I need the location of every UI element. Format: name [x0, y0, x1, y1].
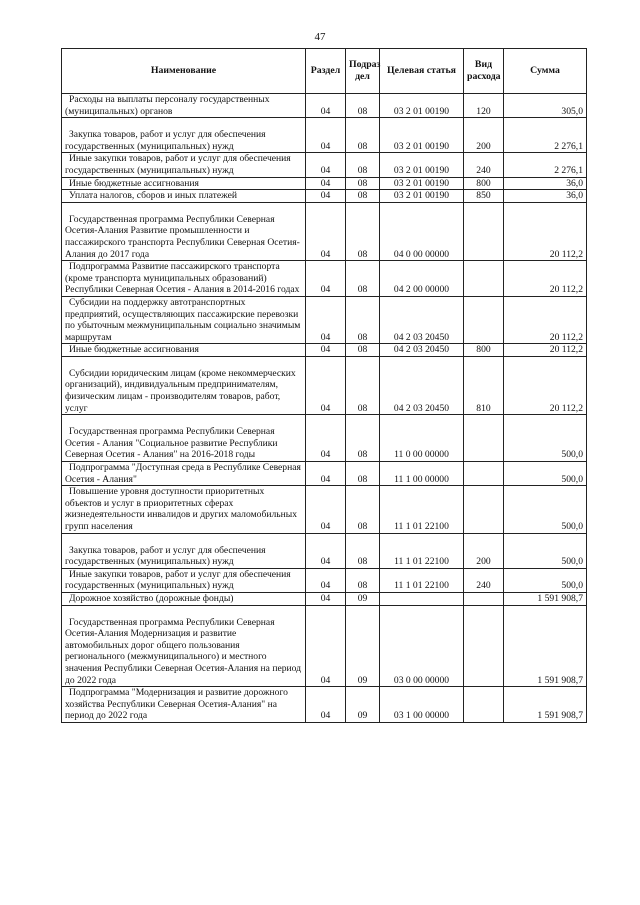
table-row	[62, 190, 587, 203]
row-name: Государственная программа Республики Северная Осетия - Алания "Социальное развитие Республики Северная Осетия - Алания" на 2016-2018 годы	[62, 415, 306, 462]
table-row	[62, 153, 587, 177]
row-subsection: 08	[346, 486, 380, 533]
row-section: 04	[306, 190, 346, 203]
row-sum: 500,0	[504, 568, 587, 592]
row-subsection: 08	[346, 533, 380, 568]
row-name: Иные закупки товаров, работ и услуг для обеспечения государственных (муниципальных) нужд	[62, 568, 306, 592]
row-name: Подпрограмма Развитие пассажирского транспорта (кроме транспорта муниципальных образований) Республики Северная Осетия - Алания в 2014-2016 годах	[62, 261, 306, 297]
header-target: Целевая статья	[380, 49, 464, 94]
header-section: Раздел	[306, 49, 346, 94]
row-sum: 20 112,2	[504, 261, 587, 297]
row-section: 04	[306, 202, 346, 260]
table-row	[62, 415, 587, 462]
row-subsection: 08	[346, 344, 380, 357]
table-row	[62, 344, 587, 357]
row-name: Субсидии юридическим лицам (кроме некоммерческих организаций), индивидуальным предпринимателям, физическим лицам - производителям товаров, работ, услуг	[62, 356, 306, 414]
table-header-row	[62, 49, 587, 94]
row-expense-type	[464, 415, 504, 462]
row-target: 03 2 01 00190	[380, 190, 464, 203]
row-name: Закупка товаров, работ и услуг для обеспечения государственных (муниципальных) нужд	[62, 533, 306, 568]
row-name: Расходы на выплаты персоналу государственных (муниципальных) органов	[62, 94, 306, 118]
row-target: 03 0 00 00000	[380, 605, 464, 687]
row-sum: 500,0	[504, 533, 587, 568]
row-subsection: 08	[346, 568, 380, 592]
row-subsection: 09	[346, 687, 380, 723]
row-sum: 20 112,2	[504, 202, 587, 260]
row-subsection: 08	[346, 462, 380, 486]
row-section: 04	[306, 605, 346, 687]
row-section: 04	[306, 687, 346, 723]
row-expense-type: 800	[464, 344, 504, 357]
row-name: Закупка товаров, работ и услуг для обеспечения государственных (муниципальных) нужд	[62, 118, 306, 153]
row-expense-type: 850	[464, 190, 504, 203]
row-section: 04	[306, 118, 346, 153]
row-target: 11 1 01 22100	[380, 568, 464, 592]
row-target: 03 2 01 00190	[380, 177, 464, 190]
row-target: 11 1 01 22100	[380, 486, 464, 533]
row-name: Субсидии на поддержку автотранспортных предприятий, осуществляющих пассажирские перевозки по убыточным межмуниципальным социально значимым маршрутам	[62, 296, 306, 343]
row-section: 04	[306, 486, 346, 533]
row-name: Уплата налогов, сборов и иных платежей	[62, 190, 306, 203]
row-section: 04	[306, 94, 346, 118]
budget-table	[61, 48, 587, 723]
row-subsection: 08	[346, 202, 380, 260]
table-row	[62, 568, 587, 592]
table-row	[62, 462, 587, 486]
row-section: 04	[306, 568, 346, 592]
table-row	[62, 356, 587, 414]
row-section: 04	[306, 533, 346, 568]
row-subsection: 09	[346, 605, 380, 687]
row-expense-type: 120	[464, 94, 504, 118]
row-name: Повышение уровня доступности приоритетных объектов и услуг в приоритетных сферах жизнедеятельности инвалидов и других маломобильных групп населения	[62, 486, 306, 533]
row-sum: 20 112,2	[504, 344, 587, 357]
row-subsection: 08	[346, 177, 380, 190]
row-expense-type	[464, 592, 504, 605]
row-name: Государственная программа Республики Северная Осетия-Алания Развитие промышленности и пассажирского транспорта Республики Северная Осетия-Алания до 2017 года	[62, 202, 306, 260]
row-section: 04	[306, 261, 346, 297]
row-target: 11 1 01 22100	[380, 533, 464, 568]
row-target: 11 0 00 00000	[380, 415, 464, 462]
row-section: 04	[306, 356, 346, 414]
row-expense-type: 240	[464, 568, 504, 592]
row-expense-type	[464, 687, 504, 723]
row-subsection: 08	[346, 415, 380, 462]
row-name: Иные закупки товаров, работ и услуг для обеспечения государственных (муниципальных) нужд	[62, 153, 306, 177]
row-section: 04	[306, 153, 346, 177]
row-sum: 305,0	[504, 94, 587, 118]
row-name: Иные бюджетные ассигнования	[62, 344, 306, 357]
row-target: 11 1 00 00000	[380, 462, 464, 486]
row-target: 04 0 00 00000	[380, 202, 464, 260]
row-subsection: 08	[346, 356, 380, 414]
row-section: 04	[306, 415, 346, 462]
row-target: 03 1 00 00000	[380, 687, 464, 723]
row-sum: 1 591 908,7	[504, 687, 587, 723]
row-sum: 2 276,1	[504, 153, 587, 177]
table-row	[62, 687, 587, 723]
row-expense-type	[464, 486, 504, 533]
row-target: 04 2 00 00000	[380, 261, 464, 297]
table-row	[62, 533, 587, 568]
table-row	[62, 592, 587, 605]
row-subsection: 08	[346, 261, 380, 297]
row-sum: 20 112,2	[504, 296, 587, 343]
row-expense-type: 200	[464, 118, 504, 153]
table-row	[62, 202, 587, 260]
row-expense-type: 200	[464, 533, 504, 568]
row-name: Государственная программа Республики Северная Осетия-Алания Модернизация и развитие автомобильных дорог общего пользования регионального (межмуниципального) и местного значения Республики Северная Осетия-Алания на период до 2022 года	[62, 605, 306, 687]
row-expense-type: 240	[464, 153, 504, 177]
row-target: 03 2 01 00190	[380, 153, 464, 177]
table-row	[62, 605, 587, 687]
page-number: 47	[314, 31, 326, 43]
row-name: Подпрограмма "Модернизация и развитие дорожного хозяйства Республики Северная Осетия-Алания" на период до 2022 года	[62, 687, 306, 723]
header-subsection: Подраз дел	[346, 49, 380, 94]
row-subsection: 08	[346, 94, 380, 118]
table-row	[62, 261, 587, 297]
row-expense-type	[464, 202, 504, 260]
row-expense-type	[464, 462, 504, 486]
row-section: 04	[306, 462, 346, 486]
row-section: 04	[306, 592, 346, 605]
header-sum: Сумма	[504, 49, 587, 94]
row-expense-type	[464, 261, 504, 297]
row-expense-type: 800	[464, 177, 504, 190]
row-target: 03 2 01 00190	[380, 118, 464, 153]
row-sum: 36,0	[504, 177, 587, 190]
table-row	[62, 118, 587, 153]
header-name: Наименование	[62, 49, 306, 94]
row-sum: 1 591 908,7	[504, 592, 587, 605]
table-row	[62, 486, 587, 533]
row-name: Иные бюджетные ассигнования	[62, 177, 306, 190]
row-sum: 500,0	[504, 462, 587, 486]
table-row	[62, 177, 587, 190]
row-sum: 500,0	[504, 415, 587, 462]
row-subsection: 09	[346, 592, 380, 605]
row-subsection: 08	[346, 153, 380, 177]
row-sum: 20 112,2	[504, 356, 587, 414]
row-expense-type: 810	[464, 356, 504, 414]
row-name: Дорожное хозяйство (дорожные фонды)	[62, 592, 306, 605]
row-target: 04 2 03 20450	[380, 356, 464, 414]
row-sum: 36,0	[504, 190, 587, 203]
row-subsection: 08	[346, 190, 380, 203]
table-row	[62, 296, 587, 343]
table-row	[62, 94, 587, 118]
row-name: Подпрограмма "Доступная среда в Республике Северная Осетия - Алания"	[62, 462, 306, 486]
row-section: 04	[306, 296, 346, 343]
row-subsection: 08	[346, 118, 380, 153]
row-expense-type	[464, 605, 504, 687]
row-expense-type	[464, 296, 504, 343]
row-section: 04	[306, 344, 346, 357]
header-expense-type: Вид расхода	[464, 49, 504, 94]
row-target: 03 2 01 00190	[380, 94, 464, 118]
row-sum: 2 276,1	[504, 118, 587, 153]
row-target: 04 2 03 20450	[380, 296, 464, 343]
row-sum: 1 591 908,7	[504, 605, 587, 687]
row-subsection: 08	[346, 296, 380, 343]
row-sum: 500,0	[504, 486, 587, 533]
row-section: 04	[306, 177, 346, 190]
row-target: 04 2 03 20450	[380, 344, 464, 357]
row-target	[380, 592, 464, 605]
